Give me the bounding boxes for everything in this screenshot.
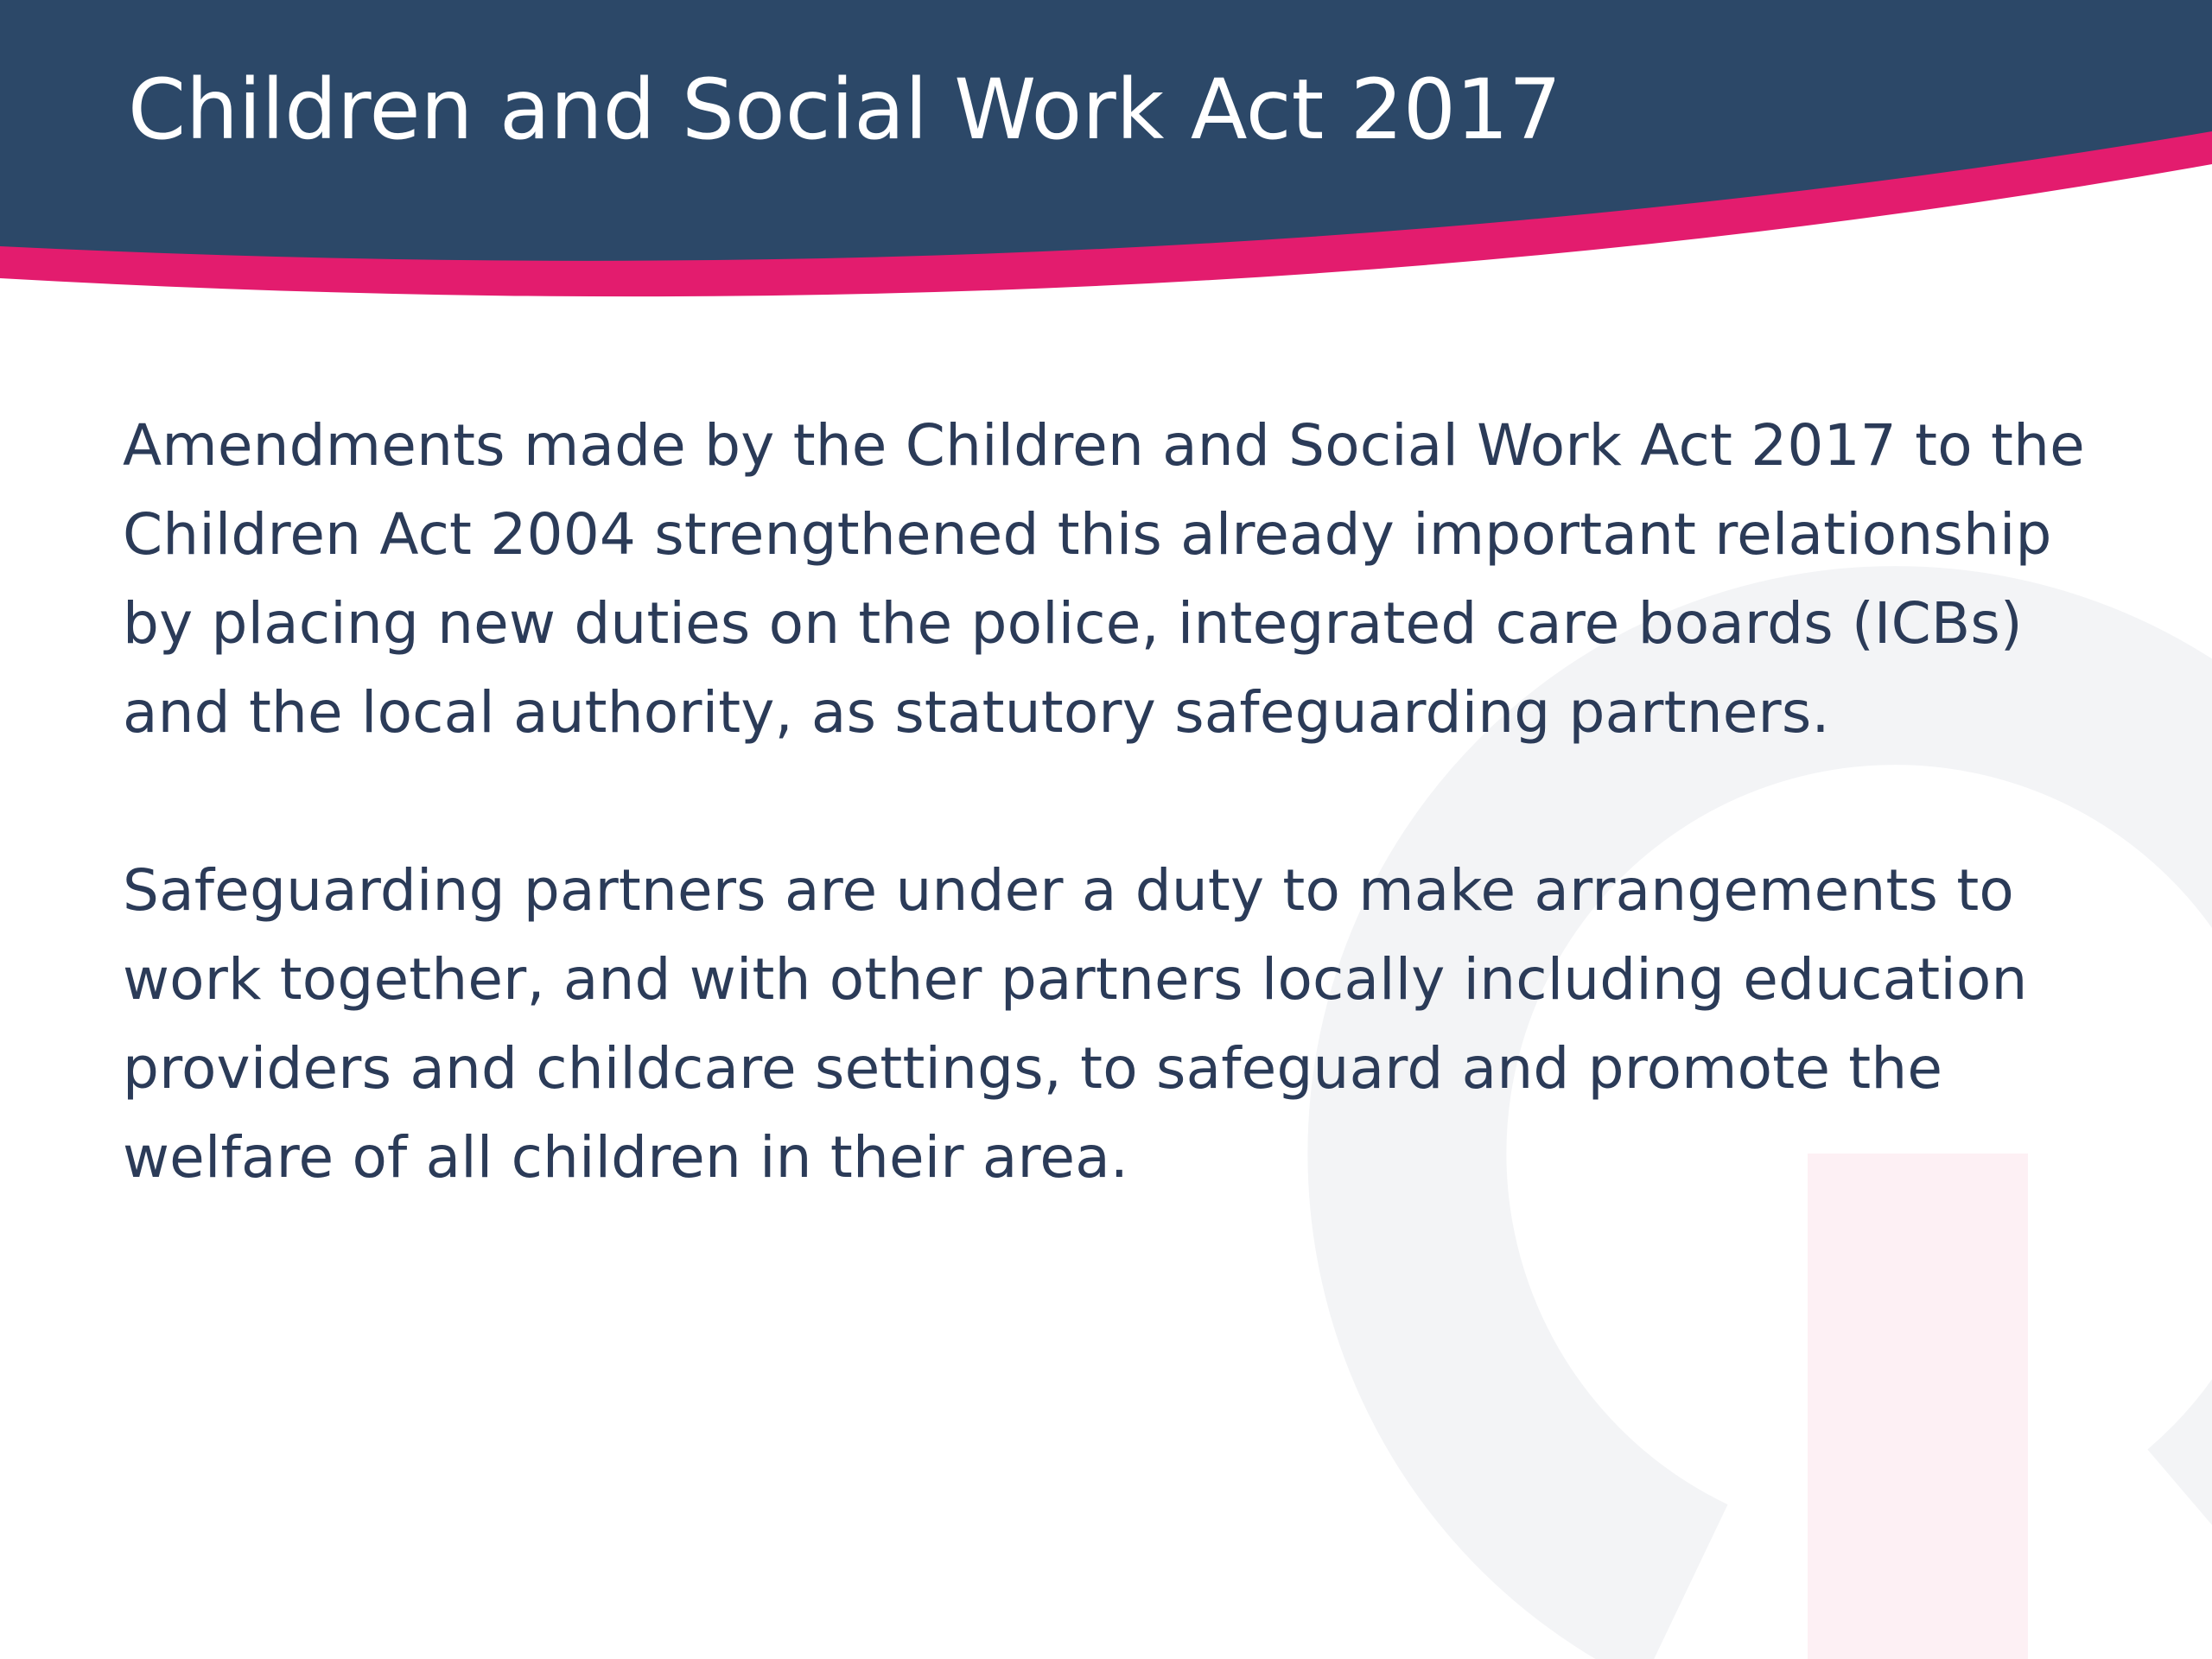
slide-body [123,401,2101,1202]
slide-title: Children and Social Work Act 2017 [128,61,1562,158]
watermark-bar [1808,1154,2028,1659]
body-paragraph-2: Safeguarding partners are under a duty to make arrangements to work together, and with other partners locally including education providers and childcare settings, to safeguard and promote the welfare of all children in their area. [123,857,2028,1191]
body-paragraph-1: Amendments made by the Children and Social Work Act 2017 to the Children Act 2004 strengthened this already important relationship by placing new duties on the police, integrated care boards (ICBs) and the local authority, as statutory safeguarding partners. [123,412,2085,746]
